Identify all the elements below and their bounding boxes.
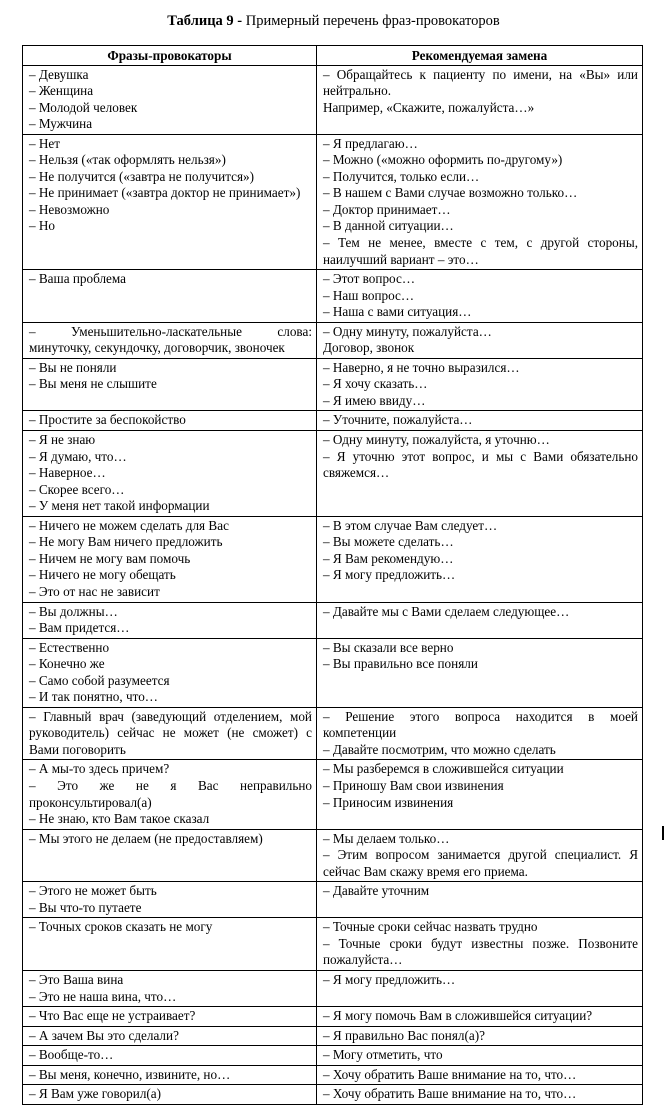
replacement-cell bbox=[317, 882, 643, 918]
table-row bbox=[23, 760, 643, 829]
replacement-cell bbox=[317, 431, 643, 517]
caption-title: Примерный перечень фраз-провокаторов bbox=[245, 13, 500, 29]
provocative-phrase: – Вы меня не слышите bbox=[29, 376, 157, 392]
provocative-phrase: – Наверное… bbox=[29, 465, 106, 481]
table-row bbox=[23, 1046, 643, 1066]
table-row bbox=[23, 707, 643, 760]
replacement-phrase: – Вы сказали все верно bbox=[323, 639, 454, 655]
replacement-phrase: – Мы делаем только… bbox=[323, 830, 450, 846]
replacement-cell bbox=[317, 1007, 643, 1027]
provocative-phrase-cell bbox=[23, 1065, 317, 1085]
provocative-phrase: – Вы что-то путаете bbox=[29, 899, 142, 915]
provocative-phrase-cell bbox=[23, 1046, 317, 1066]
replacement-cell bbox=[317, 134, 643, 269]
provocative-phrase: – Нельзя («так оформлять нельзя») bbox=[29, 152, 226, 168]
replacement-cell bbox=[317, 760, 643, 829]
table-row bbox=[23, 411, 643, 431]
replacement-phrase: – Могу отметить, что bbox=[323, 1047, 443, 1063]
provocative-phrase: – Скорее всего… bbox=[29, 481, 125, 497]
replacement-phrase: – Наша с вами ситуация… bbox=[323, 304, 472, 320]
replacement-cell bbox=[317, 829, 643, 882]
replacement-phrase: – Можно («можно оформить по-другому») bbox=[323, 152, 563, 168]
replacement-phrase: – Я уточню этот вопрос, и мы с Вами обязательно свяжемся… bbox=[323, 448, 638, 481]
header-recommended-replacement: Рекомендуемая замена bbox=[317, 46, 643, 66]
replacement-phrase: Например, «Скажите, пожалуйста…» bbox=[323, 99, 535, 115]
provocative-phrase: – Вы не поняли bbox=[29, 359, 117, 375]
replacement-phrase: – Доктор принимает… bbox=[323, 201, 451, 217]
table-row bbox=[23, 970, 643, 1006]
replacement-phrase: – Давайте уточним bbox=[323, 883, 430, 899]
replacement-phrase: – Я предлагаю… bbox=[323, 135, 418, 151]
replacement-phrase: – Обращайтесь к пациенту по имени, на «Вы» или нейтрально. bbox=[323, 66, 638, 99]
replacement-cell bbox=[317, 1026, 643, 1046]
provocative-phrase: – Этого не может быть bbox=[29, 883, 157, 899]
replacement-cell bbox=[317, 270, 643, 323]
header-provocative-phrases: Фразы-провокаторы bbox=[23, 46, 317, 66]
provocative-phrase-cell bbox=[23, 602, 317, 638]
table-row bbox=[23, 918, 643, 971]
replacement-cell bbox=[317, 322, 643, 358]
replacement-phrase: – В этом случае Вам следует… bbox=[323, 517, 498, 533]
provocative-phrase: – Само собой разумеется bbox=[29, 672, 170, 688]
provocative-phrase: – Не могу Вам ничего предложить bbox=[29, 534, 223, 550]
phrases-table bbox=[22, 45, 643, 1105]
table-row bbox=[23, 1026, 643, 1046]
provocative-phrase: – Точных сроков сказать не могу bbox=[29, 919, 213, 935]
provocative-phrase: – Вы меня, конечно, извините, но… bbox=[29, 1066, 231, 1082]
replacement-phrase: – Наверно, я не точно выразился… bbox=[323, 359, 520, 375]
table-header-row bbox=[23, 46, 643, 66]
replacement-cell bbox=[317, 918, 643, 971]
provocative-phrase: – Молодой человек bbox=[29, 99, 138, 115]
provocative-phrase-cell bbox=[23, 1026, 317, 1046]
replacement-cell bbox=[317, 411, 643, 431]
replacement-phrase: – Давайте мы с Вами сделаем следующее… bbox=[323, 603, 570, 619]
replacement-cell bbox=[317, 707, 643, 760]
replacement-phrase: – Давайте посмотрим, что можно сделать bbox=[323, 741, 556, 757]
replacement-phrase: – Тем не менее, вместе с тем, с другой стороны, наилучший вариант – это… bbox=[323, 235, 638, 267]
replacement-phrase: – Я могу помочь Вам в сложившейся ситуации? bbox=[323, 1008, 593, 1024]
table-row bbox=[23, 829, 643, 882]
table-row bbox=[23, 882, 643, 918]
replacement-phrase: – Хочу обратить Ваше внимание на то, что… bbox=[323, 1086, 577, 1102]
table-row bbox=[23, 602, 643, 638]
table-row bbox=[23, 322, 643, 358]
replacement-phrase: – Вы правильно все поняли bbox=[323, 656, 478, 672]
provocative-phrase: – Ничего не можем сделать для Вас bbox=[29, 517, 229, 533]
provocative-phrase-cell bbox=[23, 270, 317, 323]
table-row bbox=[23, 134, 643, 269]
provocative-phrase: – Невозможно bbox=[29, 201, 110, 217]
provocative-phrase-cell bbox=[23, 1085, 317, 1105]
provocative-phrase: – Девушка bbox=[29, 66, 89, 82]
provocative-phrase: – Мы этого не делаем (не предоставляем) bbox=[29, 830, 263, 846]
table-row bbox=[23, 638, 643, 707]
provocative-phrase: – Я не знаю bbox=[29, 432, 96, 448]
replacement-phrase: – Я правильно Вас понял(а)? bbox=[323, 1027, 485, 1043]
replacement-cell bbox=[317, 1085, 643, 1105]
replacement-cell bbox=[317, 516, 643, 602]
table-caption bbox=[0, 11, 667, 31]
replacement-phrase: – Я могу предложить… bbox=[323, 971, 456, 987]
replacement-cell bbox=[317, 638, 643, 707]
replacement-cell bbox=[317, 1065, 643, 1085]
provocative-phrase: – Ничем не могу вам помочь bbox=[29, 550, 191, 566]
replacement-phrase: – Хочу обратить Ваше внимание на то, что… bbox=[323, 1066, 577, 1082]
table-row bbox=[23, 65, 643, 134]
table-row bbox=[23, 1065, 643, 1085]
replacement-cell bbox=[317, 1046, 643, 1066]
provocative-phrase: – Я думаю, что… bbox=[29, 448, 127, 464]
provocative-phrase: – Не принимает («завтра доктор не принимает») bbox=[29, 185, 301, 201]
table-row bbox=[23, 270, 643, 323]
provocative-phrase: – Это Ваша вина bbox=[29, 971, 124, 987]
provocative-phrase-cell bbox=[23, 829, 317, 882]
replacement-phrase: – Я могу предложить… bbox=[323, 567, 456, 583]
provocative-phrase-cell bbox=[23, 918, 317, 971]
provocative-phrase-cell bbox=[23, 970, 317, 1006]
replacement-phrase: – Одну минуту, пожалуйста… bbox=[323, 323, 492, 339]
replacement-phrase: – Я имею ввиду… bbox=[323, 392, 426, 408]
replacement-phrase: – Этот вопрос… bbox=[323, 271, 416, 287]
provocative-phrase: – У меня нет такой информации bbox=[29, 498, 210, 514]
provocative-phrase: – Не получится («завтра не получится») bbox=[29, 168, 255, 184]
replacement-phrase: – В нашем с Вами случае возможно только… bbox=[323, 185, 578, 201]
replacement-phrase: – Приносим извинения bbox=[323, 794, 454, 810]
replacement-phrase: – Мы разберемся в сложившейся ситуации bbox=[323, 761, 564, 777]
provocative-phrase: – Не знаю, кто Вам такое сказал bbox=[29, 811, 210, 827]
replacement-phrase: Договор, звонок bbox=[323, 340, 415, 356]
replacement-phrase: – Точные сроки будут известны позже. Позвоните пожалуйста… bbox=[323, 935, 638, 968]
provocative-phrase-cell bbox=[23, 358, 317, 411]
replacement-phrase: – Одну минуту, пожалуйста, я уточню… bbox=[323, 432, 550, 448]
provocative-phrase: – А зачем Вы это сделали? bbox=[29, 1027, 179, 1043]
caption-label: Таблица 9 - bbox=[167, 13, 246, 29]
provocative-phrase-cell bbox=[23, 638, 317, 707]
provocative-phrase-cell bbox=[23, 882, 317, 918]
provocative-phrase-cell bbox=[23, 1007, 317, 1027]
provocative-phrase-cell bbox=[23, 65, 317, 134]
provocative-phrase: – Ничего не могу обещать bbox=[29, 567, 176, 583]
replacement-cell bbox=[317, 970, 643, 1006]
provocative-phrase: – Но bbox=[29, 218, 56, 234]
provocative-phrase: – А мы-то здесь причем? bbox=[29, 761, 170, 777]
replacement-cell bbox=[317, 358, 643, 411]
provocative-phrase: – Это же не я Вас неправильно проконсультировал(а) bbox=[29, 777, 312, 810]
replacement-phrase: – Этим вопросом занимается другой специалист. Я сейчас Вам скажу время его приема. bbox=[323, 847, 638, 879]
replacement-phrase: – Точные сроки сейчас назвать трудно bbox=[323, 919, 538, 935]
replacement-phrase: – В данной ситуации… bbox=[323, 218, 454, 234]
provocative-phrase-cell bbox=[23, 707, 317, 760]
provocative-phrase: – Естественно bbox=[29, 639, 110, 655]
replacement-cell bbox=[317, 65, 643, 134]
provocative-phrase: – Нет bbox=[29, 135, 61, 151]
table-row bbox=[23, 1085, 643, 1105]
table-body bbox=[23, 65, 643, 1104]
table-row bbox=[23, 431, 643, 517]
provocative-phrase: – Это не наша вина, что… bbox=[29, 988, 177, 1004]
table-row bbox=[23, 516, 643, 602]
replacement-cell bbox=[317, 602, 643, 638]
provocative-phrase: – Вам придется… bbox=[29, 620, 130, 636]
replacement-phrase: – Я Вам рекомендую… bbox=[323, 550, 454, 566]
provocative-phrase-cell bbox=[23, 516, 317, 602]
provocative-phrase: – Главный врач (заведующий отделением, мой руководитель) сейчас не может (не сможет) с Вами поговорить bbox=[29, 708, 312, 757]
provocative-phrase-cell bbox=[23, 431, 317, 517]
provocative-phrase: – Я Вам уже говорил(а) bbox=[29, 1086, 162, 1102]
provocative-phrase: – Уменьшительно-ласкательные слова: минуточку, секундочку, договорчик, звоночек bbox=[29, 323, 312, 356]
replacement-phrase: – Наш вопрос… bbox=[323, 287, 415, 303]
provocative-phrase-cell bbox=[23, 411, 317, 431]
provocative-phrase: – И так понятно, что… bbox=[29, 689, 158, 705]
provocative-phrase: – Женщина bbox=[29, 83, 94, 99]
provocative-phrase-cell bbox=[23, 134, 317, 269]
provocative-phrase: – Конечно же bbox=[29, 656, 105, 672]
replacement-phrase: – Приношу Вам свои извинения bbox=[323, 777, 504, 793]
provocative-phrase-cell bbox=[23, 322, 317, 358]
replacement-phrase: – Вы можете сделать… bbox=[323, 534, 454, 550]
provocative-phrase-cell bbox=[23, 760, 317, 829]
replacement-phrase: – Получится, только если… bbox=[323, 168, 480, 184]
provocative-phrase: – Простите за беспокойство bbox=[29, 412, 186, 428]
margin-mark bbox=[662, 826, 664, 840]
provocative-phrase: – Это от нас не зависит bbox=[29, 583, 160, 599]
provocative-phrase: – Что Вас еще не устраивает? bbox=[29, 1008, 196, 1024]
replacement-phrase: – Я хочу сказать… bbox=[323, 376, 428, 392]
replacement-phrase: – Решение этого вопроса находится в моей компетенции bbox=[323, 708, 638, 741]
table-row bbox=[23, 358, 643, 411]
replacement-phrase: – Уточните, пожалуйста… bbox=[323, 412, 473, 428]
provocative-phrase: – Вообще-то… bbox=[29, 1047, 114, 1063]
table-row bbox=[23, 1007, 643, 1027]
provocative-phrase: – Вы должны… bbox=[29, 603, 118, 619]
provocative-phrase: – Мужчина bbox=[29, 116, 93, 132]
provocative-phrase: – Ваша проблема bbox=[29, 271, 127, 287]
